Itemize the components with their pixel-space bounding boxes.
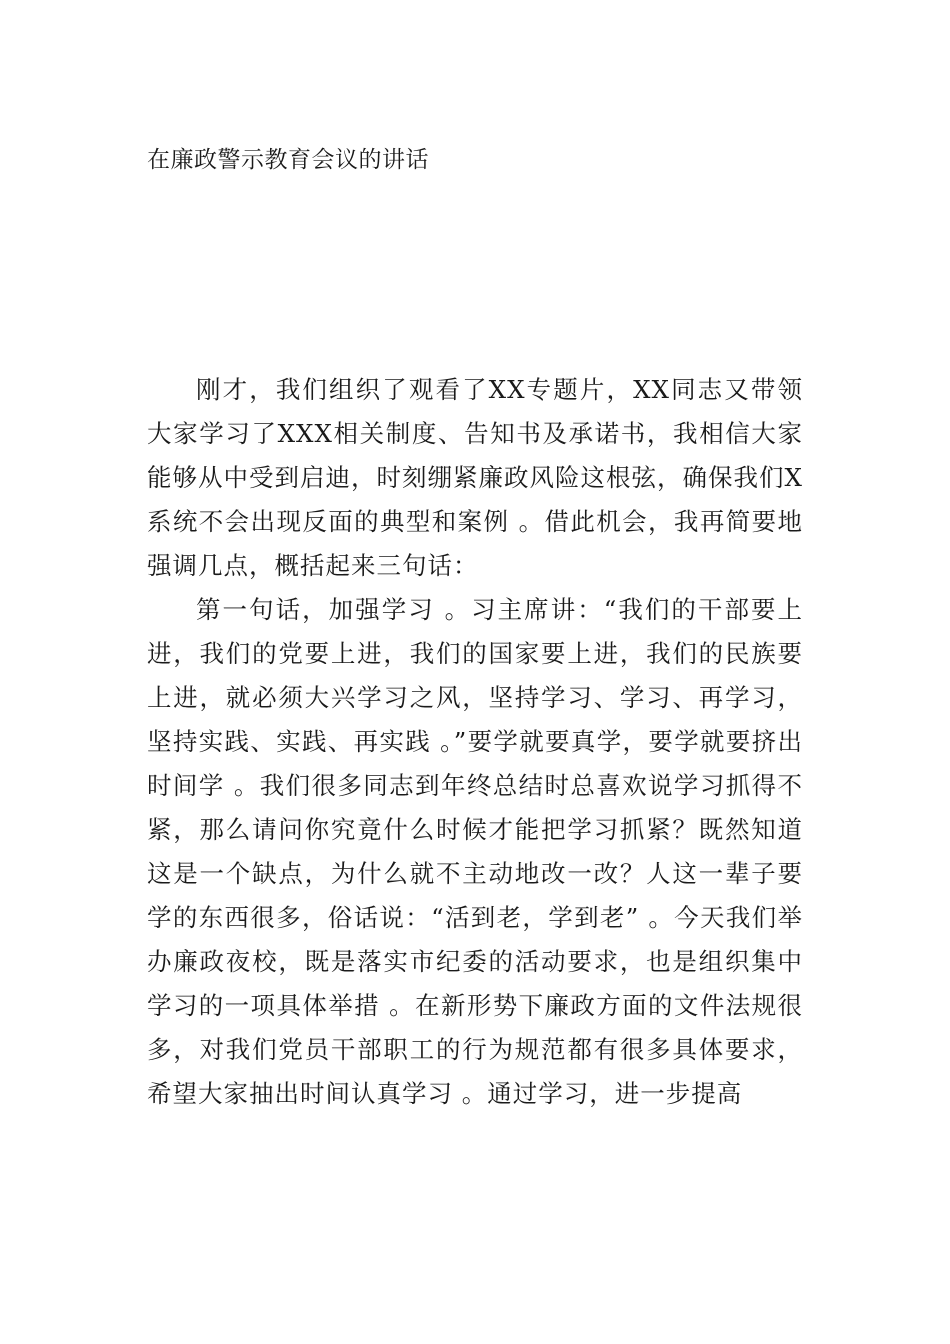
paragraph-first-point: 第一句话，加强学习 。习主席讲：“我们的干部要上进，我们的党要上进，我们的国家要上进，我们的民族要上进，就必须大兴学习之风，坚持学习、学习、再学习，坚持实践、实践、再实践 。”要学就要真学，要学就要挤出时间学 。我们很多同志到年终总结时总喜欢说学习抓得不紧，那么请问你究竟什么时候才能把学习抓紧？既然知道这是一个缺点，为什么就不主动地改一改？人这一辈子要学的东西很多，俗话说：“活到老，学到老” 。今天我们举办廉政夜校，既是落实市纪委的活动要求，也是组织集中学习的一项具体举措 。在新形势下廉政方面的文件法规很多，对我们党员干部职工的行为规范都有很多具体要求，希望大家抽出时间认真学习 。通过学习，进一步提高 [147,595,803,1108]
document-title: 在廉政警示教育会议的讲话 [147,147,429,173]
document-body [147,368,803,1116]
paragraph-intro: 刚才，我们组织了观看了XX专题片，XX同志又带领大家学习了XXX相关制度、告知书及承诺书，我相信大家能够从中受到启迪，时刻绷紧廉政风险这根弦，确保我们X系统不会出现反面的典型和案例 。借此机会，我再简要地强调几点，概括起来三句话： [147,375,803,580]
